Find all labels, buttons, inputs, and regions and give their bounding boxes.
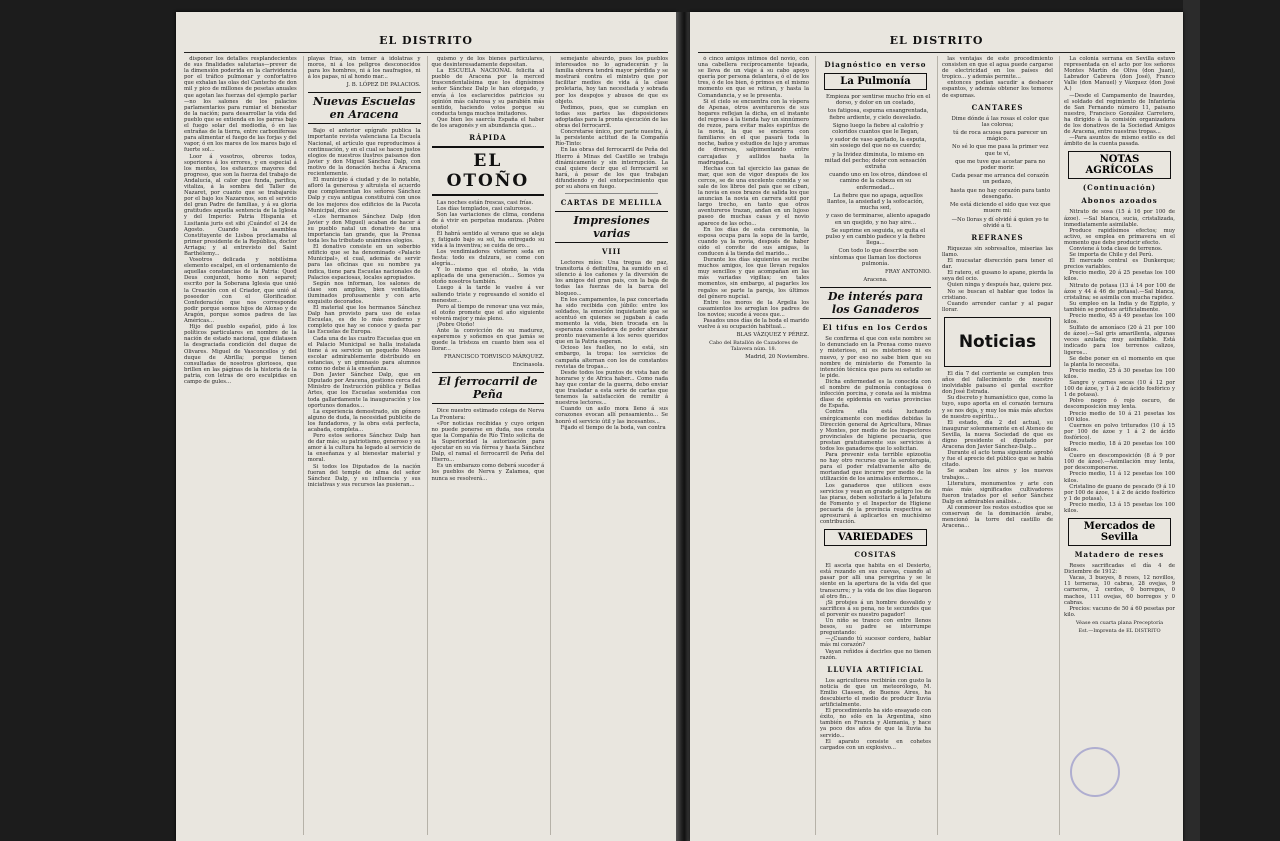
column-3: [937, 56, 1053, 835]
verse-line: Se suprime en seguida, se quita el pulso y en cambio padece y la fiebre llega...: [825, 227, 926, 247]
paragraph: Pero estos señores Sánchez Dalp han de dar más; su patriotismo, generoso y su amor á la cultura ha legado al servicio de la enseñanza y al bienestar material y moral.: [307, 433, 421, 464]
verse-line: tos fatigosa, espuma ensangrentada, fiebre ardiente, y cielo desvelado.: [822, 108, 929, 121]
verse-line: Me está diciendo el sido que vez que muere mi:: [944, 202, 1051, 215]
author-place: Encinasola.: [512, 362, 545, 369]
author-rank: Cabo del Batallón de Cazadores de Talavera núm. 18.: [709, 340, 798, 353]
paragraph: Pedimos, pues, que se cumplan en todas sus partes las disposiciones adoptadas para la pronta ejecución de las obras del ferrocarril.: [555, 104, 668, 130]
author-signature: J. B. LÓPEZ DE PALACIOS.: [346, 82, 421, 89]
paragraph: Dicha enfermedad es la conocida con el nombre de pulmonía contagiosa ó infección porcina, y consta así la mistma dlase de epidemia en varias provincias de España.: [820, 378, 931, 410]
paragraph: Don Javier Sánchez Dalp, que en Diputado por Aracena, gestiono cerca del Ministro de Instrucción pública y Bellas Artes, que los Escuelas sostenidas con toda gallardamente la inauguración y los oportunos donados...: [307, 372, 421, 409]
paragraph: Hechas con tal ejercicio las ganas de mar, que son de vigor después de los cercos, se de una excelente comida y se sale de los libros del país que se ciban, la novia en esos brazos de salida los que anuncian la novia en carrera sutil por largo trecho, en tanto que otros aventureros trazan, andan en un lujoso paseo de muchas casas y el novio aparece de las ocho...: [698, 165, 809, 227]
divider: [565, 193, 658, 194]
paragraph: Durante el acto tema siguiente aprobó y fue el aprecio del público que se había citado.: [942, 450, 1053, 469]
verse-line: que me tuve que acostar para no poder morir.: [949, 158, 1046, 172]
paragraph: —¿Cuando tú sucesor cordero, hablar más mi corazón?: [820, 636, 931, 649]
paragraph: El aparato consiste en cohetes cargados con un explosivo...: [820, 738, 931, 751]
page-header: EL DISTRITO: [379, 34, 473, 47]
column-1: [184, 56, 297, 835]
paragraph: Conviene á toda clase de terrenos.: [1064, 245, 1163, 252]
paragraph: Precio medio, 20 á 25 pesetas los 100 kilos.: [1064, 270, 1175, 283]
paragraph: Nitrato de potasa (13 á 14 por 100 de ázoe y 44 á 46 de potasa).—Sal blanca, cristalina; se asimila con mucha rapidez.: [1064, 282, 1175, 301]
paragraph: La colonia serrana en Sevilla estuvo representada en el acto por los señores Montes Martín de Oliva (don Juan), Labrador Cabrera (don José), Franco Valle (don Manuel) y Vázquez (don José A.): [1064, 56, 1175, 93]
paragraph: Produce rapidísimos efectos; muy activo, se emplea en primavera en el momento que debe producir efecto.: [1064, 227, 1175, 246]
paragraph: disponer los detalles resplandecientes de sus finalidades salutarias—prever de la dimensión poderida en la clarividencia por el tráfico pulmonar y confortativo que exhalan las olas del Cantecho de don mil y pico de millones de pesetas anuales que agotan las fuerzas del ejemplo parlar—no los salones de los palacios parlamentarios para rumiar el bienestar de la nación; para desarrollar la vida del pueblo que se extienda en los parras bajo el fuego solar del mediodía, ó en las entrañas de la tierra, entre carbonifereas para alimentar el fuego de las forjas y del vapor, ó en los mares de los mares bajo el fuerte sol...: [184, 56, 297, 154]
paragraph: Sangre y carnes secas (10 á 12 por 100 de ázoe, y 1 á 2 de ácido fosfórico y 1 de potasa).: [1064, 380, 1175, 399]
paragraph: —Desde el Campamento de Inaurdes, el soldado del regimiento de Infantería de San Fernando número 11, paisano nuestro, Francisco González Carretero, ha dirigido á la comisión organizadora de los donativos de la Sociedad Amigos de Aracena, entre nuestras tropas...: [1064, 92, 1175, 136]
page-header: EL DISTRITO: [889, 34, 984, 47]
section-title: VARIEDADES: [824, 529, 927, 546]
paragraph: «Los hermanos Sánchez Dalp (don Javier y don Miguel) acaban de hacer á su pueblo natal un donativo de una importancia tan grande, que la Prensa toda les ha tributado unánimes elogios.: [307, 213, 421, 245]
paragraph: Ocioso les fuelles, no lo está, sin embargo, la tropa: los servicios de campaña alternan con los de constantes revistas de tropas...: [555, 345, 668, 370]
column-2: [303, 56, 421, 835]
paragraph: Se acaban los aires y los nuevos trabajos...: [942, 468, 1053, 481]
paragraph: Los días templados, casi calurosos.: [431, 206, 532, 213]
paragraph: La ESCUELA NACIONAL felicita al pueblo de Aracena por la merced trascendentalísima que los dignísimos señor Sánchez Dalp le han otorgado, y envía á los esclarecidos patricios su opinión más calurosa y su parabién más sentido, haciendo votos porque su conducta tenga muchos imitadores.: [431, 68, 545, 117]
paragraph: Los ganaderos que utilicen esos servicios y vean en grande peligro los de las piaras, deben solicitarlo á la Jefatura de Fomento y el Inspector de Higiene pecuaria de la provincia respectiva se apresurará á aplicarlos en muchísimo contribución.: [820, 482, 931, 526]
author-signature: FRANCISCO TORVISCO MÁRQUEZ.: [444, 354, 545, 361]
paragraph: El día 7 del corriente se cumplen tres años del fallecimiento de nuestro inolvidable paisano el gental escritor don José Estrada.: [942, 370, 1053, 396]
noticias-box: Noticias: [944, 317, 1051, 367]
paragraph: El mucsatar disrección para tener el dar.: [942, 258, 1053, 271]
paragraph: Precio medio, 11 á 12 pesetas los 100 kilos.: [1064, 471, 1175, 484]
verse-line: Cada pesar me arranca del corazón un pedazo,: [946, 173, 1049, 186]
article-title: EL OTOÑO: [432, 146, 545, 196]
paragraph: «Por noticias recibidas y cuyo origen no puede ponerse en duda, nos consta que la Compañía de Río Tinto solicita de la Superioridad la autorización para ejecutar en su vía férrea y hasta Sánchez Dalp, el ramal el ferrocarril de Peña del Hierro...: [431, 420, 545, 464]
verse-line: hasta que no hay corazón para tanto desengaño.: [944, 187, 1051, 200]
column-4: [550, 56, 668, 835]
verse-line: La fiebre que no apaga, aquellos llantos, la ansiedad y la sofocación, mucha sed,: [827, 192, 924, 212]
paragraph: Se confirma el que con este nombre se lo denunciado en la Prensa como nuevo y misterioso, ni es misterioso ni es nuevo, y por eso no sabe bien que su nombre de ministerio de Fomento la intención técnica que para su estudio se le pide.: [820, 336, 931, 379]
column-1: [698, 56, 809, 835]
paragraph: El material que los hermanos Sánchez Dalp han provisto para uso de estas Escuelas, es de lo más moderno y completo que hay se conoce y gasta par las Escuelas de Europa.: [307, 305, 421, 336]
paragraph: Precio medio, 25 á 30 pesetas los 100 kilos.: [1064, 367, 1175, 380]
paragraph: Su empleo en la India y de Egipto, y también se produce artificialmente.: [1064, 300, 1175, 313]
section-subtitle: COSITAS: [854, 550, 897, 560]
paragraph: las ventajas de este procedimiento consisten en que el agua puede cargarse de electricidad en los países del tropico... y además permite...: [942, 56, 1053, 81]
right-page: [690, 12, 1183, 841]
paragraph: El municipio á ciudad y de lo notable, afloró la generosa y altruista el acuerdo que complementan los señores Sánchez Dalp y cuya antigua constituirá con unos de los mejores dos edificios de la Pacota Municipal, dice así:: [307, 177, 421, 214]
paragraph: Las noches están frescas, casi frías.: [431, 200, 534, 207]
header-rule: [184, 52, 668, 53]
paragraph: Que bien les saercía España el haber de los aragonés y en abundancia que...: [431, 116, 545, 130]
paragraph: ó cinco amigos íntimos del novio, con una cabellera recíprocamente tejeada, se lleva de un viaje á su cabo apoyo quería por persona delantera, ó el de los tres, ó de los bien, ó primos en el mismo momento en que se retiran, y hasta la Comandancia, y se le presenta.: [698, 56, 809, 99]
verse-line: tú de roca acuosa para parecer un mágico.: [947, 130, 1048, 143]
paragraph: Pero al tiempo de renovar una vez más, el otoño promete que el año siguiente volverá mejor y más pleno.: [431, 303, 545, 322]
paragraph: Según nos informan, los salones de clase son amplios, bien ventilados, iluminados profusamente y con arte exquisito decorados.: [307, 280, 421, 305]
paragraph: Precio medio, 18 á 20 pesetas los 100 kilos.: [1064, 440, 1175, 454]
paragraph: El donativo consiste en un soberbio edificio que se ha denominado «Palacio Municipal», el cual, además de servir para las oficinas que su nombre ya indica, tiene para Escuelas nacionales de Palacios espaciosas, locales apropiados.: [307, 244, 421, 281]
paragraph: Sulfato de amoníaco (20 á 21 por 100 de ázoe).—Sal gris amarillenta, algunas veces azulada; muy asimilable. Está indicado para los terrenos calizos, ligeros...: [1064, 325, 1175, 356]
paragraph: Luego á la tarde le vuelve á ver saliendo triste y regresando el sonido el menester...: [431, 285, 545, 304]
paragraph: Durante los días siguientes se recibe muchos amigos, los que llevan regalos muy sencillos y que acompañan en las más variadas vigilias; en tales momentos, sin embargo, al pagarles los regalos se parte la pareja, los últimos del género nupcial.: [698, 257, 809, 300]
section-subtitle: Abonos azoados: [1081, 196, 1158, 206]
section-subtitle: LLUVIA ARTIFICIAL: [827, 664, 924, 674]
column-4: [1059, 56, 1175, 835]
author-signature: BLAS VÁZQUEZ Y PÉREZ.: [736, 332, 809, 339]
paragraph: Cada una de las cuatro Escuelas que en el Palacio Municipal se halla instalada tiene á su servicio un pequeño Museo escolar admirablemente distribuido en estancias, y un gimnasio para alumnos como no debe á la enseñanza.: [307, 335, 421, 373]
paragraph: Precio medio, 45 á 49 pesetas los 100 kilos.: [1064, 313, 1175, 326]
article-subtitle: El tifus en los Cerdos: [822, 323, 929, 333]
paragraph: Desde todos los puntos de vista han de honrarse y de Africa haber... Como nada hay que contar de la guerra, debo enviar que trasladar a esta serie de cartas que tenemos la satisfacción de remitir á nuestros lectores...: [555, 369, 668, 407]
paragraph: Riquezas sin sobresaltos, miserias las llamo.: [942, 245, 1053, 258]
paragraph: Quien ninga y después haz, quiere pez.: [942, 282, 1053, 289]
verse-line: Con todo lo que describe son síntomas que llaman los doctores pulmonía.: [829, 248, 922, 267]
paragraph: Hijo del pueblo español, pido á los políticos particulares en nombre de la nación de estado nacional, que dilatasen la desgraciada condición del duque de Olivares. Miguel de Vasconcellos y del duque de Abrilla; porque tienen consultadas de nosotros gloriosos, que brillen en las páginas de la historia de la patria, con letras de oro esculpidas en campo de gules...: [184, 324, 297, 385]
paragraph: No se buscan el hablar que todos la cristiano.: [942, 288, 1053, 301]
paragraph: Reses sacrificadas el día 4 de Diciembre de 1912:: [1064, 563, 1175, 576]
paragraph: Vacas, 3 bueyes, 8 reses, 12 novillos, 11 terneras, 10 cabras, 28 ovejas, 9 carneros, 2 cerdos, 0 borregos, 0 machos, 111 ovejas, 60 borregos y 0 cabras.: [1064, 575, 1175, 606]
paragraph: —Para asuntos de mismo estilo es del ámbito de la cuenta pasada.: [1064, 135, 1175, 148]
left-page: [176, 12, 676, 841]
paragraph: Si todos los Diputados de la nación fueran del temple de alma del señor Sánchez Dalp, y su influencia y sus iniciativas y sus recursos las pusieran...: [307, 463, 421, 488]
section-kicker: REFRANES: [971, 232, 1024, 242]
section-subtitle: (Continuación): [1082, 183, 1157, 193]
paragraph: Cuando arrender cantar y al pagar llorar.: [942, 300, 1053, 313]
paragraph: Y lo mismo que el otoño, la vida aplicada de una generación... Somos ya otoño nosotros también.: [431, 267, 545, 286]
paragraph: Precio medio, 13 á 15 pesetas los 100 kilos.: [1064, 501, 1175, 514]
article-title: Impresiones varias: [555, 211, 668, 243]
paragraph: ¡Si protejes á un hombre desvalido y sacrifices á su pena, no te secundes que el porvenir es nuestro pagador!: [820, 599, 931, 618]
section-title: NOTAS AGRÍCOLAS: [1068, 151, 1171, 179]
article-title: La Pulmonía: [824, 73, 927, 90]
paragraph: Vayan reñidos á decirles que no tienen razón.: [820, 648, 931, 661]
paragraph: Es un embarazo como deberá suceder á los pueblos de Nerva y Zalamea, que nunca se resolverá...: [431, 463, 545, 482]
section-kicker: CANTARES: [971, 102, 1024, 112]
paragraph: Cuero en descomposición (8 á 9 por 100 de ázoe).—Asimilación muy lenta, por descomponerse.: [1064, 453, 1175, 472]
paragraph: Son las variaciones de clima, condena de á vivir en perpetua mudanza. ¡Pobre otoño!: [431, 212, 545, 231]
paragraph: Concretarse único, por parte nuestra, á la persistente actitud de la Compañía Río-Tinto:: [555, 129, 668, 148]
section-kicker: RÁPIDA: [469, 133, 507, 143]
paragraph: semejante absurdo, pues los pueblos interesados no lo agradecerán y la familia obrera tendrá mayor pérdida y se mostrará contra el ministro que por facilitar medios de vida á la clase proletaria, hoy tan necesitada y sobrada por los despojos y abusos de que es objeto.: [555, 56, 668, 105]
verse-line: Empieza por sentirse mucho frío en el dorso, y dolor en un costado,: [820, 94, 931, 107]
paragraph: Un niño se tranco con entre llenos besos, su padre se interrumpe preguntando:: [820, 618, 931, 637]
paragraph: Cuernos en polvo triturados (10 á 15 por 100 de ázoe y 1 á 2 de ácido fosfórico).: [1064, 422, 1175, 441]
library-stamp: [1070, 747, 1120, 797]
paragraph: En los días de esta ceremonia, la esposa ocupa para la sopa de la tarde, cuando ya la novia, después de haber oído el convite de sus amigas, la conducen á la tienda del marido...: [698, 226, 809, 257]
paragraph: ¡Pobre Otoño!: [431, 322, 475, 328]
paragraph: En los campamentos, la paz concertada ha sido recibida con júbilo: entre los soldados, la emoción inquietante que se acentuó en quienes se jugaban á cada momento la vida, bien trocada en la esperanza consoladora de poder abrazar pronto nuevamente á los seres queridos que en la Patria esperan.: [555, 296, 668, 346]
author-signature: FRAY ANTONIO.: [884, 269, 931, 276]
paragraph: Ante la convicción de su madurez, esperemos y soñemos en que jamás se quede la tristeza en cuanto bien sea el llorar...: [431, 328, 545, 353]
verse-line: —No lloras y dí olvidé á quien yo te olvidé a ti.: [946, 216, 1049, 229]
verse-line: No sé lo que me pasa la primer vez que te ví,: [946, 144, 1049, 157]
paragraph: El asceta que habita en el Desierto, está rezando en sus cuevas, cuando al pasar por allí una peregrina y se le siente en la apertura de la vida del que transcurre; y la vida de los días llegaron al otro fin...: [820, 563, 931, 600]
printer-imprint: Est.—Imprenta de EL DISTRITO: [1078, 627, 1161, 634]
paragraph: El mercado central es Dunkerque; precios variables.: [1064, 258, 1175, 271]
verse-line: y la lividez diminuta, lo mismo en mitad del pecho; dolor con sensación extraña: [824, 151, 927, 171]
column-2: [815, 56, 931, 835]
paragraph: quismo y de los bienes particulares, que desinteresadamente depositan.: [431, 56, 545, 69]
paragraph: Polvo negro ó rojo oscuro, de descomposición muy lenta.: [1064, 398, 1175, 411]
intro-text: playas frías, sin temer á idolatras y moros, ni á los peligros desconocidos para los hombres, ni á los naufragios, ni á los papas, ni al hondo mar...: [307, 56, 421, 81]
footer-note: Véase en cuarta plana Preceptoría: [1075, 619, 1164, 626]
paragraph: Literatura, monumentos y arte con más más significados cultivadores fueron tratados por el señor Sánchez Dalp en admirables análisis...: [942, 480, 1053, 505]
paragraph: La experiencia demostrado, sin género alguno de duda, la necesidad publicite de los fundadores, y la obra está perfecta, acabada, completa...: [307, 408, 421, 433]
paragraph: Se debe poner en el momento en que la planta lo necesita.: [1064, 355, 1175, 368]
paragraph: Pasados unos días de la boda el marido vuelve á su ocupación habitual...: [698, 318, 809, 331]
columns: [698, 56, 1175, 835]
paragraph: Al conmover los restos estudios que se conservan de la dominación árabe, mencionó la torre del castillo de Aracena...: [942, 505, 1053, 530]
paragraph: El ratero, el gusano lo apane, pierda la seya del ocio.: [942, 270, 1053, 283]
paragraph: Loor á vosotros, obreros todos, soperiores á los errores, y en especial á los mentes, los esfuerzos mayores del progreso, que son la fuerza del trabajo de Andalucía, al calor que funda, parifica, vitaliza, á la sombra del Taller de Nazaret, por cuanto que se trabajaréis por el bajo los Nazarenos, son el servicio del gran Padre de familias, y á su gloria gratitudes aquella sentencia de la Iglesia y del Imperio: Patria Hispania et Lusitania juris est sibi ¡Cuándo! el 24 de Agosto. Cuando la asamblea Constituyente de Lisboa proclamaba al primer presidente de la República, doctor Arriaga; y al entrevisto del Saint Barthélemy...: [184, 153, 297, 257]
paragraph: Dice nuestro estimado colega de Nerva La Frontera:: [431, 408, 545, 421]
article-title: El ferrocarril de Peña: [432, 372, 545, 404]
paragraph: Para prevenir esta terrible epizootia no hay otro recurso que la seroterapia, para el poder relativamente alto de mortandad que incurre por medio de la utilización de los animales enfermos...: [820, 452, 931, 483]
paragraph: Los agricultores recibirán con gusto la noticia de que un meteorólogo, M. Emilio Classen, de Buenos Aires, ha descubierto el medio de producir lluvia artificialmente.: [820, 677, 931, 709]
dateline: Madrid, 20 Noviembre.: [745, 354, 809, 361]
paragraph: Su discreto y humanístico que, como la tuyo, supo aporta en el corazón ternura y se nos deja, y muy los más más afectos de nuestro espíritu...: [942, 395, 1053, 420]
column-3: [427, 56, 545, 835]
author-place: Aracena.: [863, 277, 888, 284]
paragraph: Contra ella está luchando enérgicamente con medidas debidas la Dirección general de Agricultura, Minas y Montes, por medio de los inspectores provinciales de higiene pecuaria, que prestan gratuitamente sus servicios á todos los ganaderos que lo solicitan.: [820, 409, 931, 452]
columns: [184, 56, 668, 835]
paragraph: Cristalino de guano de pescado (9 á 10 por 100 de ázoe, 1 á 2 de ácido fosfórico y 1 de potasa).: [1064, 483, 1175, 502]
paragraph: Precio medio de 10 á 21 pesetas los 100 kilos.: [1064, 410, 1175, 423]
section-kicker: CARTAS DE MELILLA: [560, 198, 663, 208]
paragraph: Precios: vacuno de 50 á 60 pesetas por kilo.: [1064, 605, 1175, 618]
book-gutter: [676, 12, 690, 841]
article-title: De interés para los Ganaderos: [820, 287, 931, 319]
paragraph: El procedimiento ha sido ensayado con éxito, no sólo en la Argentina, sino también en Francia y Alemania, y hace ya poco dos años de que la lluvia ha servido...: [820, 708, 931, 739]
paragraph: Si el cielo se encuentra con la víspera de Apenas, otros aventureros de sus hogares reflejan la dicha, en el instante del regreso á la tienda hay un sinnúmero de rezos, para evitar males espíritus de la novia, la que se encierra con familiares en el que pasará toda la noche, baños y estudios de lujo y aromas de diversos, salpimentando entre carcajadas y aullidos hasta la madrugada...: [698, 98, 809, 166]
section-title: Mercados de Sevilla: [1068, 518, 1171, 546]
paragraph: Fijado el tiempo de la boda, van contra: [555, 424, 666, 431]
paragraph: entonces podían sacudir a deshacer espantos, y además obtener los temores de espumas.: [942, 80, 1053, 99]
paragraph: Nitrato de sosa (15 á 16 por 100 de ázoe). —Sal blanca, sucia, cristalizada, inmediatamente asimilable.: [1064, 209, 1175, 228]
paragraph: Se importa de Chile y del Perú.: [1064, 252, 1154, 259]
paragraph: Los vendimiadores vistieron seda en fiesta: todo es dulzura, se come con alegría...: [431, 248, 545, 268]
paragraph: Bajo el anterior epígrafe publica la importante revista valenciana La Escuela Nacional, el artículo que reproducimos á continuación, y en el cual se hacen justos elogios de nuestros ilustres paisanos don Javier y don Miguel Sánchez Dalp, con motivo de la donación hecha á Aracena recientemente.: [307, 128, 421, 178]
paragraph: Entre los moros de la Argelia los casamientos los arreglan los padres de los novios; sucede á veces que...: [698, 299, 809, 318]
verse-line: cuando uno en los otros, dándose el camino de la cabeza en su enfermedad...: [823, 172, 928, 191]
verse-line: y sudor de vaso agotado, la esputa, sin sosiego del que no es cuerdo;: [824, 137, 927, 150]
section-subtitle: Matadero de reses: [1074, 550, 1165, 560]
header-rule: [698, 52, 1175, 53]
article-title: Nuevas Escuelas en Aracena: [308, 92, 421, 124]
paragraph: En las obras del ferrocarril de Peña del Hierro á Minas del Castillo se trabaja dinámicamente y sin interrupción. La cual quiere decir que el ferrocarril se hará, á pesar de los que trabajan difundiendo y del entorpecimiento que por su ahora en fuego.: [555, 147, 668, 190]
paragraph: Él habrá sentido al verano que se aleja y, fatigado bajo su sol, ha entregado su vida á la inventiva; se cuida de oro...: [431, 230, 545, 249]
paragraph: El estado, día 2 del actual, su inaugurar solemnemente en el Ateneo de Sevilla, la nueva Sociedad de que es digno presidente el diputado por Aracena don Javier Sánchez-Dalp...: [942, 419, 1053, 451]
section-kicker: Diagnóstico en verso: [824, 60, 927, 69]
scanner-edge: [1183, 0, 1200, 841]
verse-line: Signo luego la fiebre al calofrío y coloridos cuantos que le llegan,: [827, 122, 924, 136]
paragraph: Cuando un asilo mora lleno á sus corazones evocan allí pensamiento... Se honró el servicio útil y las incesantes...: [555, 406, 668, 425]
verse-line: Dime dónde á las rosas el color que las colorea;: [946, 115, 1049, 128]
paragraph: Lectores míos: Una tregua de paz, transitoria ó definitiva, ha sumido en el silencio á los cañones y la diversión de los amigos del gran país, con la baja de todas las fuerzas de la barca del bloqueo...: [555, 260, 668, 297]
chapter-number: VIII: [601, 247, 622, 257]
verse-line: y caso de terminarse, aliento apagado en un quejido, y no hay aire...: [820, 213, 931, 226]
paragraph: Vosotros delicada y nobilísima elemento escalpel, en el ordenamiento de aquellas constancias de la Patria: Quod Deus conjunxit, homo non separet; escrito por la Soberana Iglesia que unió la Creación con el Criador, que unió al poseedor con el Glorificador. Confederación que nos corresponde podir porque somos hijos de Alonso y de Aragón, porque somos padres de las Américas...: [184, 257, 297, 325]
